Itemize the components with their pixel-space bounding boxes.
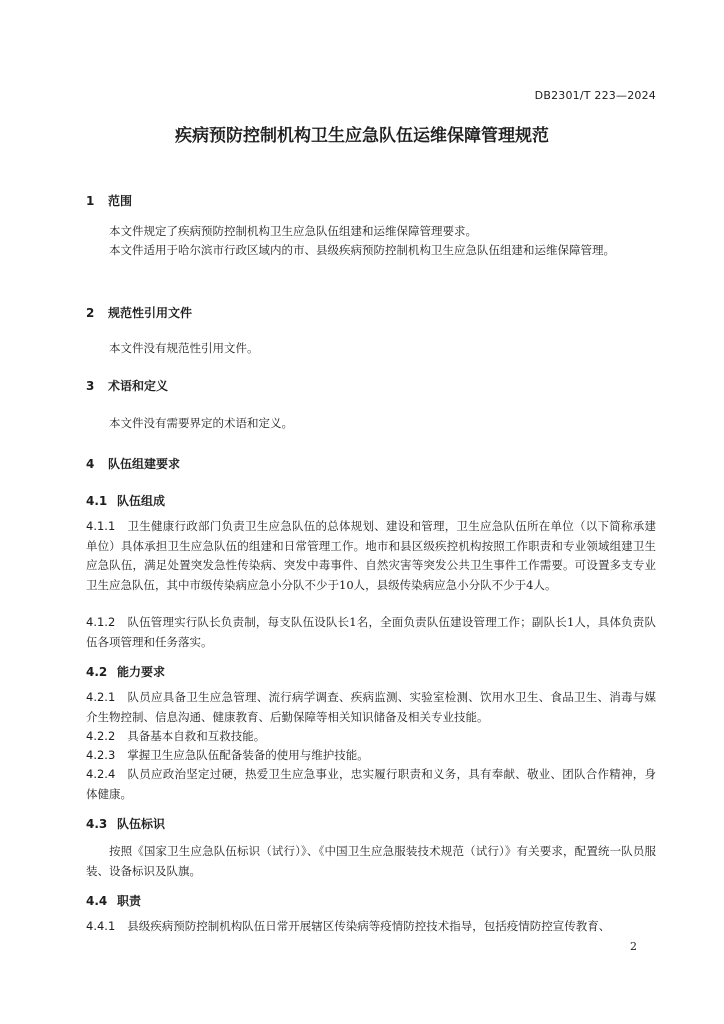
clause-number: 4.2.3	[86, 748, 116, 762]
section-number: 2	[86, 306, 95, 320]
section-title: 队伍标识	[117, 817, 166, 831]
clause-number: 4.2.1	[86, 690, 116, 704]
clause-4-4-1	[86, 917, 656, 937]
clause-4-1-1	[86, 517, 656, 595]
section-title: 范围	[108, 194, 133, 208]
clause-4-1-2	[86, 613, 656, 652]
clause-text: 具备基本自救和互救技能。	[127, 729, 266, 743]
paragraph: 本文件没有规范性引用文件。	[109, 341, 259, 355]
section-title: 队伍组成	[117, 494, 166, 508]
clause-4-2-2	[86, 727, 656, 747]
section-heading-4	[86, 455, 180, 472]
clause-number: 4.1.1	[86, 519, 116, 533]
subsection-heading-4-3	[86, 815, 165, 832]
clause-number: 4.2.2	[86, 729, 116, 743]
clause-text: 县级疾病预防控制机构队伍日常开展辖区传染病等疫情防控技术指导，包括疫情防控宣传教育、	[127, 919, 611, 933]
clause-number: 4.4.1	[86, 919, 116, 933]
clause-number: 4.1.2	[86, 615, 116, 629]
section-title: 职责	[117, 894, 142, 908]
paragraph: 本文件规定了疾病预防控制机构卫生应急队伍组建和运维保障管理要求。	[109, 224, 477, 238]
paragraph: 本文件没有需要界定的术语和定义。	[109, 416, 293, 430]
section-title: 队伍组建要求	[108, 457, 181, 471]
section-heading-1	[86, 192, 132, 209]
clause-4-2-4	[86, 765, 656, 804]
section-number: 4.2	[86, 665, 108, 679]
paragraph: 本文件适用于哈尔滨市行政区域内的市、县级疾病预防控制机构卫生应急队伍组建和运维保障管理。	[109, 243, 615, 257]
section-title: 能力要求	[117, 665, 166, 679]
section-title: 术语和定义	[108, 379, 169, 393]
section-title: 规范性引用文件	[108, 306, 193, 320]
paragraph: 按照《国家卫生应急队伍标识（试行）》、《中国卫生应急服装技术规范（试行）》有关要求，配置统一队员服装、设备标识及队旗。	[86, 844, 656, 878]
subsection-heading-4-2	[86, 663, 165, 680]
page-number: 2	[630, 940, 637, 953]
clause-4-2-3	[86, 746, 656, 766]
subsection-heading-4-4	[86, 892, 141, 909]
clause-4-2-1	[86, 688, 656, 727]
clause-text: 队员应政治坚定过硬，热爱卫生应急事业，忠实履行职责和义务，具有奉献、敬业、团队合作精神，身体健康。	[86, 767, 656, 801]
clause-text: 卫生健康行政部门负责卫生应急队伍的总体规划、建设和管理，卫生应急队伍所在单位（以下简称承建单位）具体承担卫生应急队伍的组建和日常管理工作。地市和县区级疾控机构按照工作职责和专业领域组建卫生应急队伍，满足处置突发急性传染病、突发中毒事件、自然灾害等突发公共卫生事件工作需要。可设置多支专业卫生应急队伍，其中市级传染病应急小分队不少于10人，县级传染病应急小分队不少于4人。	[86, 519, 656, 592]
section-number: 3	[86, 379, 95, 393]
section-number: 4.1	[86, 494, 108, 508]
section-heading-3	[86, 377, 168, 394]
section-number: 4.3	[86, 817, 108, 831]
section-number: 1	[86, 194, 95, 208]
clause-text: 队伍管理实行队长负责制，每支队伍设队长1名，全面负责队伍建设管理工作；副队长1人，具体负责队伍各项管理和任务落实。	[86, 615, 656, 649]
clause-number: 4.2.4	[86, 767, 116, 781]
standard-code: DB2301/T 223—2024	[534, 89, 656, 102]
section-number: 4	[86, 457, 95, 471]
subsection-heading-4-1	[86, 492, 165, 509]
clause-text: 队员应具备卫生应急管理、流行病学调查、疾病监测、实验室检测、饮用水卫生、食品卫生、消毒与媒介生物控制、信息沟通、健康教育、后勤保障等相关知识储备及相关专业技能。	[86, 690, 656, 724]
clause-text: 掌握卫生应急队伍配备装备的使用与维护技能。	[127, 748, 369, 762]
section-number: 4.4	[86, 894, 108, 908]
document-title: 疾病预防控制机构卫生应急队伍运维保障管理规范	[175, 126, 549, 146]
section-heading-2	[86, 304, 192, 321]
